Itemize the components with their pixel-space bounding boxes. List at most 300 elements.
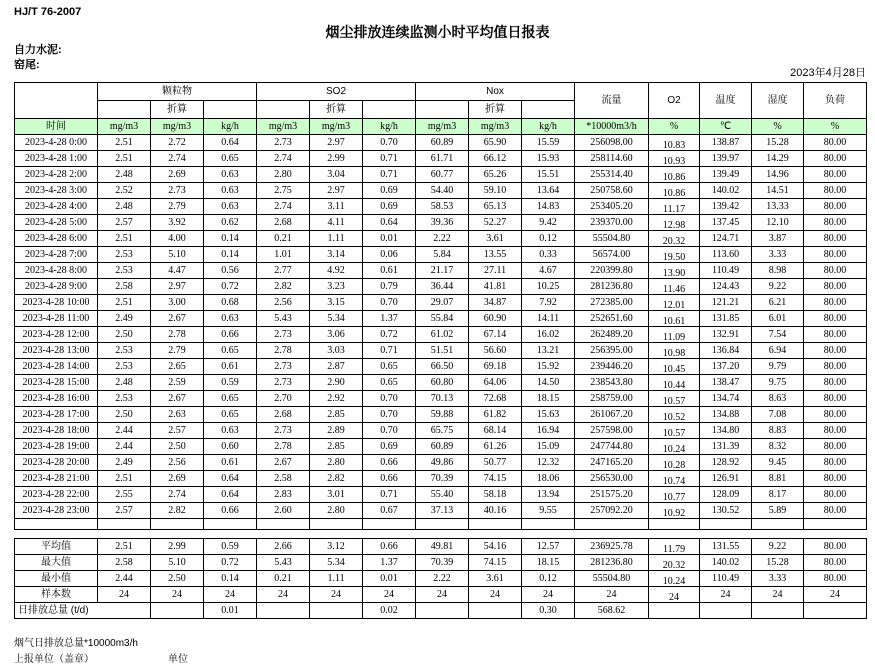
value-cell: 1.11 bbox=[310, 231, 363, 247]
value-cell: 7.08 bbox=[752, 407, 804, 423]
summary-value-cell: 49.81 bbox=[416, 539, 469, 555]
time-cell: 2023-4-28 17:00 bbox=[15, 407, 98, 423]
value-cell: 2.74 bbox=[257, 151, 310, 167]
value-cell: 13.90 bbox=[649, 263, 700, 279]
converted-label-pm: 折算 bbox=[151, 101, 204, 119]
value-cell: 15.59 bbox=[522, 135, 575, 151]
value-cell: 80.00 bbox=[804, 135, 867, 151]
blank-cell bbox=[522, 101, 575, 119]
daily-total-value-cell: 0.01 bbox=[204, 603, 257, 619]
value-cell: 2.48 bbox=[98, 199, 151, 215]
value-cell: 41.81 bbox=[469, 279, 522, 295]
value-cell: 13.64 bbox=[522, 183, 575, 199]
table-row bbox=[15, 359, 867, 375]
value-cell: 70.39 bbox=[416, 471, 469, 487]
blank-cell bbox=[416, 101, 469, 119]
value-cell: 50.77 bbox=[469, 455, 522, 471]
value-cell: 10.57 bbox=[649, 391, 700, 407]
value-cell: 72.68 bbox=[469, 391, 522, 407]
summary-value-cell: 1.37 bbox=[363, 555, 416, 571]
value-cell: 10.92 bbox=[649, 503, 700, 519]
value-cell: 11.46 bbox=[649, 279, 700, 295]
value-cell: 14.11 bbox=[522, 311, 575, 327]
summary-value-cell: 80.00 bbox=[804, 571, 867, 587]
value-cell: 2.73 bbox=[151, 183, 204, 199]
value-cell: 2.83 bbox=[257, 487, 310, 503]
value-cell: 8.98 bbox=[752, 263, 804, 279]
value-cell: 2.51 bbox=[98, 231, 151, 247]
value-cell: 2.50 bbox=[151, 439, 204, 455]
time-cell: 2023-4-28 20:00 bbox=[15, 455, 98, 471]
value-cell: 7.92 bbox=[522, 295, 575, 311]
value-cell: 1.01 bbox=[257, 247, 310, 263]
value-cell: 257092.20 bbox=[575, 503, 649, 519]
value-cell: 2.73 bbox=[257, 135, 310, 151]
value-cell: 3.14 bbox=[310, 247, 363, 263]
value-cell: 281236.80 bbox=[575, 279, 649, 295]
value-cell: 3.33 bbox=[752, 247, 804, 263]
value-cell: 2.74 bbox=[151, 487, 204, 503]
value-cell: 18.15 bbox=[522, 391, 575, 407]
value-cell: 55.84 bbox=[416, 311, 469, 327]
value-cell: 2.59 bbox=[151, 375, 204, 391]
converted-label-nox: 折算 bbox=[469, 101, 522, 119]
value-cell: 68.14 bbox=[469, 423, 522, 439]
value-cell: 0.67 bbox=[363, 503, 416, 519]
value-cell: 2.50 bbox=[98, 407, 151, 423]
value-cell: 10.98 bbox=[649, 343, 700, 359]
value-cell: 2.82 bbox=[151, 503, 204, 519]
table-row bbox=[15, 151, 867, 167]
value-cell: 2.60 bbox=[257, 503, 310, 519]
value-cell: 0.69 bbox=[363, 183, 416, 199]
value-cell: 0.65 bbox=[363, 375, 416, 391]
value-cell: 61.02 bbox=[416, 327, 469, 343]
value-cell: 60.90 bbox=[469, 311, 522, 327]
value-cell: 0.70 bbox=[363, 135, 416, 151]
value-cell: 0.63 bbox=[204, 199, 257, 215]
value-cell: 15.92 bbox=[522, 359, 575, 375]
summary-value-cell: 2.99 bbox=[151, 539, 204, 555]
unit-cell: kg/h bbox=[522, 119, 575, 135]
value-cell: 257598.00 bbox=[575, 423, 649, 439]
value-cell: 137.20 bbox=[700, 359, 752, 375]
value-cell: 9.42 bbox=[522, 215, 575, 231]
summary-value-cell: 0.12 bbox=[522, 571, 575, 587]
value-cell: 2.44 bbox=[98, 423, 151, 439]
corner-cell bbox=[15, 83, 98, 119]
summary-rows bbox=[15, 539, 867, 603]
value-cell: 3.15 bbox=[310, 295, 363, 311]
value-cell: 69.18 bbox=[469, 359, 522, 375]
value-cell: 40.16 bbox=[469, 503, 522, 519]
value-cell: 134.74 bbox=[700, 391, 752, 407]
value-cell: 59.88 bbox=[416, 407, 469, 423]
value-cell: 2.53 bbox=[98, 263, 151, 279]
value-cell: 6.94 bbox=[752, 343, 804, 359]
value-cell: 0.66 bbox=[204, 503, 257, 519]
unit-label: 单位 bbox=[168, 654, 188, 665]
value-cell: 3.04 bbox=[310, 167, 363, 183]
value-cell: 29.07 bbox=[416, 295, 469, 311]
value-cell: 80.00 bbox=[804, 503, 867, 519]
value-cell: 80.00 bbox=[804, 455, 867, 471]
unit-cell: kg/h bbox=[363, 119, 416, 135]
value-cell: 2.73 bbox=[257, 375, 310, 391]
value-cell: 0.66 bbox=[363, 455, 416, 471]
value-cell: 2.50 bbox=[98, 327, 151, 343]
value-cell: 65.13 bbox=[469, 199, 522, 215]
table-row bbox=[15, 423, 867, 439]
daily-total-value-cell: 0.02 bbox=[363, 603, 416, 619]
value-cell: 2.72 bbox=[151, 135, 204, 151]
value-cell: 8.81 bbox=[752, 471, 804, 487]
value-cell: 9.75 bbox=[752, 375, 804, 391]
value-cell: 9.55 bbox=[522, 503, 575, 519]
value-cell: 80.00 bbox=[804, 167, 867, 183]
value-cell: 10.25 bbox=[522, 279, 575, 295]
value-cell: 124.43 bbox=[700, 279, 752, 295]
value-cell: 2.78 bbox=[257, 439, 310, 455]
value-cell: 36.44 bbox=[416, 279, 469, 295]
unit-cell-flow: *10000m3/h bbox=[575, 119, 649, 135]
value-cell: 134.88 bbox=[700, 407, 752, 423]
value-cell: 136.84 bbox=[700, 343, 752, 359]
summary-value-cell: 24 bbox=[752, 587, 804, 603]
value-cell: 58.18 bbox=[469, 487, 522, 503]
summary-value-cell: 0.21 bbox=[257, 571, 310, 587]
summary-value-cell: 18.15 bbox=[522, 555, 575, 571]
summary-value-cell: 24 bbox=[363, 587, 416, 603]
converted-label-so2: 折算 bbox=[310, 101, 363, 119]
value-cell: 2.78 bbox=[151, 327, 204, 343]
value-cell: 11.17 bbox=[649, 199, 700, 215]
value-cell: 2.99 bbox=[310, 151, 363, 167]
value-cell: 12.98 bbox=[649, 215, 700, 231]
daily-total-value-cell bbox=[752, 603, 804, 619]
value-cell: 0.69 bbox=[363, 199, 416, 215]
value-cell: 15.93 bbox=[522, 151, 575, 167]
value-cell: 4.67 bbox=[522, 263, 575, 279]
time-cell: 2023-4-28 23:00 bbox=[15, 503, 98, 519]
header-load: 负荷 bbox=[804, 83, 867, 119]
value-cell: 80.00 bbox=[804, 199, 867, 215]
value-cell: 10.93 bbox=[649, 151, 700, 167]
value-cell: 0.64 bbox=[204, 487, 257, 503]
value-cell: 13.21 bbox=[522, 343, 575, 359]
value-cell: 0.68 bbox=[204, 295, 257, 311]
summary-value-cell: 80.00 bbox=[804, 539, 867, 555]
value-cell: 247165.20 bbox=[575, 455, 649, 471]
summary-value-cell: 24 bbox=[804, 587, 867, 603]
value-cell: 0.65 bbox=[204, 343, 257, 359]
value-cell: 10.61 bbox=[649, 311, 700, 327]
value-cell: 55504.80 bbox=[575, 231, 649, 247]
value-cell: 6.21 bbox=[752, 295, 804, 311]
summary-row bbox=[15, 555, 867, 571]
value-cell: 2.80 bbox=[310, 503, 363, 519]
time-column-header: 时间 bbox=[15, 119, 98, 135]
value-cell: 21.17 bbox=[416, 263, 469, 279]
time-cell: 2023-4-28 13:00 bbox=[15, 343, 98, 359]
value-cell: 0.62 bbox=[204, 215, 257, 231]
value-cell: 80.00 bbox=[804, 327, 867, 343]
summary-value-cell: 54.16 bbox=[469, 539, 522, 555]
time-cell: 2023-4-28 14:00 bbox=[15, 359, 98, 375]
value-cell: 16.02 bbox=[522, 327, 575, 343]
value-cell: 10.52 bbox=[649, 407, 700, 423]
value-cell: 2.49 bbox=[98, 455, 151, 471]
value-cell: 10.77 bbox=[649, 487, 700, 503]
value-cell: 0.61 bbox=[204, 359, 257, 375]
value-cell: 0.56 bbox=[204, 263, 257, 279]
report-date: 2023年4月28日 bbox=[790, 67, 866, 79]
summary-value-cell: 2.22 bbox=[416, 571, 469, 587]
value-cell: 80.00 bbox=[804, 231, 867, 247]
daily-total-value-cell: 0.30 bbox=[522, 603, 575, 619]
unit-cell: mg/m3 bbox=[310, 119, 363, 135]
value-cell: 59.10 bbox=[469, 183, 522, 199]
summary-value-cell: 24 bbox=[416, 587, 469, 603]
summary-value-cell: 2.50 bbox=[151, 571, 204, 587]
data-rows bbox=[15, 135, 867, 519]
value-cell: 0.70 bbox=[363, 407, 416, 423]
value-cell: 3.23 bbox=[310, 279, 363, 295]
time-cell: 2023-4-28 0:00 bbox=[15, 135, 98, 151]
blank-cell bbox=[98, 101, 151, 119]
value-cell: 128.92 bbox=[700, 455, 752, 471]
spacer-row bbox=[15, 530, 867, 539]
time-cell: 2023-4-28 19:00 bbox=[15, 439, 98, 455]
summary-value-cell: 0.01 bbox=[363, 571, 416, 587]
value-cell: 10.57 bbox=[649, 423, 700, 439]
summary-value-cell: 3.12 bbox=[310, 539, 363, 555]
value-cell: 256098.00 bbox=[575, 135, 649, 151]
time-cell: 2023-4-28 10:00 bbox=[15, 295, 98, 311]
value-cell: 80.00 bbox=[804, 343, 867, 359]
summary-value-cell: 5.10 bbox=[151, 555, 204, 571]
value-cell: 253405.20 bbox=[575, 199, 649, 215]
value-cell: 55.40 bbox=[416, 487, 469, 503]
value-cell: 2.82 bbox=[310, 471, 363, 487]
value-cell: 251575.20 bbox=[575, 487, 649, 503]
summary-value-cell: 70.39 bbox=[416, 555, 469, 571]
reporting-unit-seal-label: 上报单位（盖章） bbox=[14, 654, 94, 665]
daily-total-value-cell bbox=[257, 603, 310, 619]
value-cell: 60.77 bbox=[416, 167, 469, 183]
value-cell: 2.57 bbox=[151, 423, 204, 439]
value-cell: 0.65 bbox=[204, 407, 257, 423]
summary-row bbox=[15, 539, 867, 555]
value-cell: 131.39 bbox=[700, 439, 752, 455]
unit-cell-o2: % bbox=[649, 119, 700, 135]
value-cell: 0.12 bbox=[522, 231, 575, 247]
time-cell: 2023-4-28 22:00 bbox=[15, 487, 98, 503]
value-cell: 61.26 bbox=[469, 439, 522, 455]
daily-total-value-cell bbox=[700, 603, 752, 619]
value-cell: 258114.60 bbox=[575, 151, 649, 167]
report-table bbox=[14, 82, 867, 619]
value-cell: 80.00 bbox=[804, 375, 867, 391]
page-title: 烟尘排放连续监测小时平均值日报表 bbox=[325, 24, 550, 40]
value-cell: 2.57 bbox=[98, 503, 151, 519]
summary-value-cell: 24 bbox=[575, 587, 649, 603]
header-row-units bbox=[15, 119, 867, 135]
summary-value-cell: 24 bbox=[649, 587, 700, 603]
value-cell: 10.83 bbox=[649, 135, 700, 151]
value-cell: 2.63 bbox=[151, 407, 204, 423]
value-cell: 131.85 bbox=[700, 311, 752, 327]
daily-total-section bbox=[15, 603, 867, 619]
summary-value-cell: 2.44 bbox=[98, 571, 151, 587]
value-cell: 15.51 bbox=[522, 167, 575, 183]
value-cell: 2.78 bbox=[257, 343, 310, 359]
summary-value-cell: 5.34 bbox=[310, 555, 363, 571]
summary-value-cell: 0.14 bbox=[204, 571, 257, 587]
value-cell: 1.37 bbox=[363, 311, 416, 327]
value-cell: 2.51 bbox=[98, 471, 151, 487]
value-cell: 2.69 bbox=[151, 471, 204, 487]
summary-value-cell: 140.02 bbox=[700, 555, 752, 571]
value-cell: 67.14 bbox=[469, 327, 522, 343]
value-cell: 2.53 bbox=[98, 359, 151, 375]
value-cell: 3.06 bbox=[310, 327, 363, 343]
value-cell: 5.89 bbox=[752, 503, 804, 519]
value-cell: 51.51 bbox=[416, 343, 469, 359]
value-cell: 4.47 bbox=[151, 263, 204, 279]
value-cell: 60.80 bbox=[416, 375, 469, 391]
value-cell: 239446.20 bbox=[575, 359, 649, 375]
value-cell: 4.92 bbox=[310, 263, 363, 279]
daily-total-value-cell bbox=[151, 603, 204, 619]
value-cell: 2.92 bbox=[310, 391, 363, 407]
value-cell: 113.60 bbox=[700, 247, 752, 263]
value-cell: 139.97 bbox=[700, 151, 752, 167]
header-humidity: 湿度 bbox=[752, 83, 804, 119]
value-cell: 258759.00 bbox=[575, 391, 649, 407]
value-cell: 126.91 bbox=[700, 471, 752, 487]
value-cell: 138.47 bbox=[700, 375, 752, 391]
value-cell: 2.65 bbox=[151, 359, 204, 375]
summary-value-cell: 236925.78 bbox=[575, 539, 649, 555]
value-cell: 49.86 bbox=[416, 455, 469, 471]
value-cell: 2.69 bbox=[151, 167, 204, 183]
value-cell: 2.48 bbox=[98, 167, 151, 183]
value-cell: 2.85 bbox=[310, 407, 363, 423]
time-cell: 2023-4-28 21:00 bbox=[15, 471, 98, 487]
value-cell: 56.60 bbox=[469, 343, 522, 359]
value-cell: 0.69 bbox=[363, 439, 416, 455]
value-cell: 2.53 bbox=[98, 343, 151, 359]
value-cell: 0.64 bbox=[363, 215, 416, 231]
daily-total-value-cell: 568.62 bbox=[575, 603, 649, 619]
value-cell: 3.11 bbox=[310, 199, 363, 215]
value-cell: 80.00 bbox=[804, 263, 867, 279]
value-cell: 8.17 bbox=[752, 487, 804, 503]
unit-cell-temperature: ℃ bbox=[700, 119, 752, 135]
value-cell: 0.72 bbox=[204, 279, 257, 295]
summary-value-cell: 1.11 bbox=[310, 571, 363, 587]
value-cell: 80.00 bbox=[804, 391, 867, 407]
value-cell: 2.73 bbox=[257, 423, 310, 439]
summary-value-cell: 2.51 bbox=[98, 539, 151, 555]
value-cell: 58.53 bbox=[416, 199, 469, 215]
value-cell: 272385.00 bbox=[575, 295, 649, 311]
value-cell: 13.55 bbox=[469, 247, 522, 263]
value-cell: 61.71 bbox=[416, 151, 469, 167]
table-row bbox=[15, 183, 867, 199]
blank-cell bbox=[204, 101, 257, 119]
summary-label-cell: 样本数 bbox=[15, 587, 98, 603]
value-cell: 52.27 bbox=[469, 215, 522, 231]
value-cell: 74.15 bbox=[469, 471, 522, 487]
value-cell: 2.80 bbox=[310, 455, 363, 471]
value-cell: 13.94 bbox=[522, 487, 575, 503]
value-cell: 0.63 bbox=[204, 167, 257, 183]
value-cell: 0.63 bbox=[204, 183, 257, 199]
value-cell: 0.06 bbox=[363, 247, 416, 263]
value-cell: 2.74 bbox=[257, 199, 310, 215]
value-cell: 239370.00 bbox=[575, 215, 649, 231]
value-cell: 65.75 bbox=[416, 423, 469, 439]
table-row bbox=[15, 263, 867, 279]
value-cell: 80.00 bbox=[804, 423, 867, 439]
table-row bbox=[15, 199, 867, 215]
value-cell: 0.60 bbox=[204, 439, 257, 455]
summary-value-cell: 3.33 bbox=[752, 571, 804, 587]
summary-value-cell: 12.57 bbox=[522, 539, 575, 555]
daily-total-value-cell bbox=[649, 603, 700, 619]
value-cell: 14.29 bbox=[752, 151, 804, 167]
daily-total-value-cell bbox=[310, 603, 363, 619]
value-cell: 0.65 bbox=[363, 359, 416, 375]
unit-cell-load: % bbox=[804, 119, 867, 135]
value-cell: 8.63 bbox=[752, 391, 804, 407]
time-cell: 2023-4-28 11:00 bbox=[15, 311, 98, 327]
summary-value-cell: 5.43 bbox=[257, 555, 310, 571]
time-cell: 2023-4-28 9:00 bbox=[15, 279, 98, 295]
summary-value-cell: 11.79 bbox=[649, 539, 700, 555]
value-cell: 2.85 bbox=[310, 439, 363, 455]
value-cell: 15.63 bbox=[522, 407, 575, 423]
value-cell: 2.75 bbox=[257, 183, 310, 199]
value-cell: 0.71 bbox=[363, 151, 416, 167]
flue-gas-total-note: 烟气日排放总量*10000m3/h bbox=[14, 638, 138, 649]
value-cell: 0.64 bbox=[204, 135, 257, 151]
value-cell: 0.59 bbox=[204, 375, 257, 391]
time-cell: 2023-4-28 16:00 bbox=[15, 391, 98, 407]
header-temperature: 温度 bbox=[700, 83, 752, 119]
table-row bbox=[15, 327, 867, 343]
table-row bbox=[15, 439, 867, 455]
value-cell: 3.87 bbox=[752, 231, 804, 247]
summary-value-cell: 281236.80 bbox=[575, 555, 649, 571]
value-cell: 139.42 bbox=[700, 199, 752, 215]
value-cell: 66.12 bbox=[469, 151, 522, 167]
unit-cell: mg/m3 bbox=[469, 119, 522, 135]
summary-value-cell: 80.00 bbox=[804, 555, 867, 571]
daily-total-label-cell: 日排放总量 (t/d) bbox=[15, 603, 151, 619]
value-cell: 255314.40 bbox=[575, 167, 649, 183]
summary-value-cell: 2.66 bbox=[257, 539, 310, 555]
value-cell: 80.00 bbox=[804, 407, 867, 423]
summary-value-cell: 0.66 bbox=[363, 539, 416, 555]
value-cell: 7.54 bbox=[752, 327, 804, 343]
value-cell: 2.82 bbox=[257, 279, 310, 295]
value-cell: 128.09 bbox=[700, 487, 752, 503]
value-cell: 0.61 bbox=[204, 455, 257, 471]
value-cell: 80.00 bbox=[804, 487, 867, 503]
